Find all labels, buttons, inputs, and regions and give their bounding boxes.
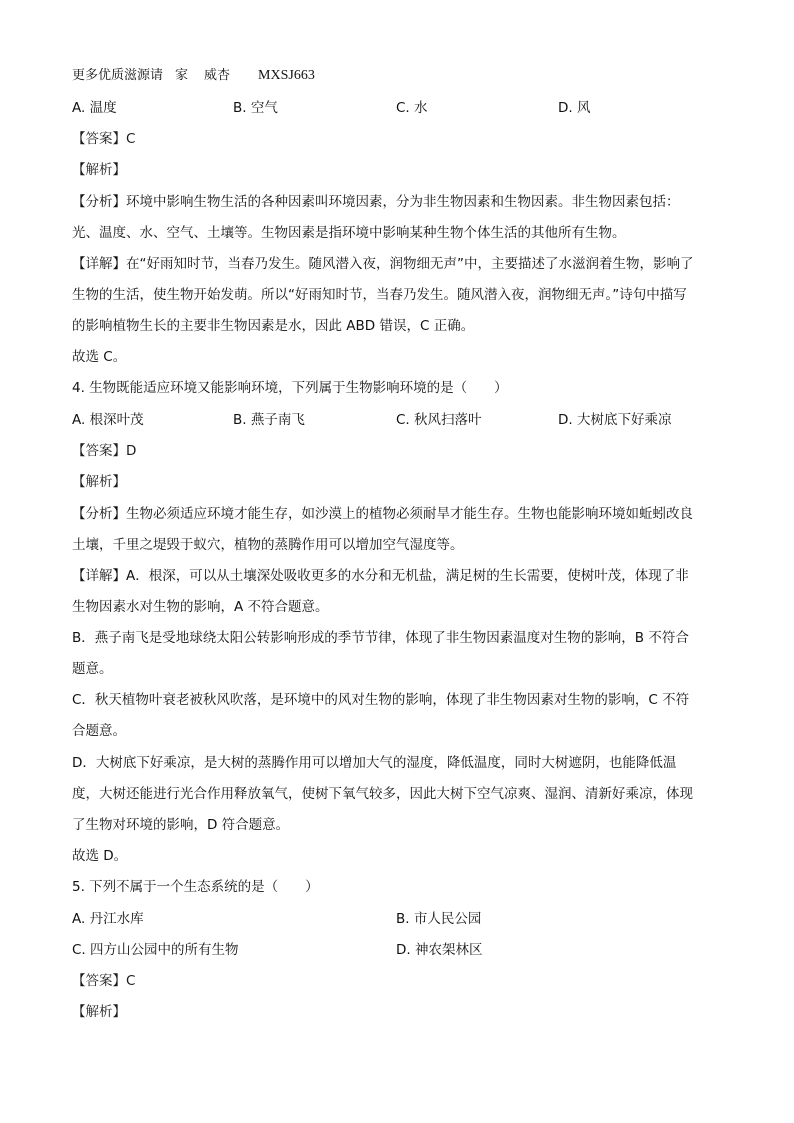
q4-stem: 4. 生物既能适应环境又能影响环境，下列属于生物影响环境的是（ ） [72,380,508,396]
q4-conclusion: 故选 D。 [72,848,128,864]
q4-xiangjie-line: 生物因素水对生物的影响，A 不符合题意。 [72,599,329,615]
q3-option-a: A. 温度 [72,100,117,116]
q5-answer: 【答案】C [72,973,136,989]
q4-option-b: B. 燕子南飞 [233,412,305,428]
header-text-a: 更多优质滋源请 [72,68,164,83]
header-text-b: 家 [175,68,189,83]
q4-xiangjie-line: 度，大树还能进行光合作用释放氧气，使树下氧气较多，因此大树下空气凉爽、湿润、清新好乘凉，体现 [72,786,693,802]
q5-option-c: C. 四方山公园中的所有生物 [72,942,239,958]
header-code: MXSJ663 [258,68,315,83]
q3-fenxi-line: 【分析】环境中影响生物生活的各种因素叫环境因素，分为非生物因素和生物因素。非生物因素包括： [72,194,680,210]
q3-option-d: D. 风 [558,100,591,116]
q5-option-d: D. 神农架林区 [396,942,483,958]
q5-option-a: A. 丹江水库 [72,911,144,927]
q3-xiangjie-line: 的影响植物生长的主要非生物因素是水，因此 ABD 错误，C 正确。 [72,318,475,334]
q4-xiangjie-line: 【详解】A．根深，可以从土壤深处吸收更多的水分和无机盐，满足树的生长需要，使树叶茂，体现了非 [72,568,689,584]
q3-fenxi-line: 光、温度、水、空气、土壤等。生物因素是指环境中影响某种生物个体生活的其他所有生物。 [72,225,626,241]
q4-option-a: A. 根深叶茂 [72,412,144,428]
q3-analysis-tag: 【解析】 [72,162,126,178]
q4-xiangjie-line: D．大树底下好乘凉，是大树的蒸腾作用可以增加大气的湿度，降低温度，同时大树遮阴，也能降低温 [72,755,677,771]
q3-xiangjie-line: 【详解】在“好雨知时节，当春乃发生。随风潜入夜，润物细无声”中，主要描述了水滋润着生物，影响了 [72,256,694,272]
q4-analysis-tag: 【解析】 [72,474,126,490]
q4-fenxi-line: 【分析】生物必须适应环境才能生存，如沙漠上的植物必须耐旱才能生存。生物也能影响环境如蚯蚓改良 [72,506,693,522]
q3-conclusion: 故选 C。 [72,349,127,365]
q3-option-c: C. 水 [396,100,428,116]
q4-xiangjie-line: B．燕子南飞是受地球绕太阳公转影响形成的季节节律，体现了非生物因素温度对生物的影响，B 不符合 [72,630,689,646]
q4-xiangjie-line: C．秋天植物叶衰老被秋风吹落，是环境中的风对生物的影响，体现了非生物因素对生物的影响，C 不符 [72,692,690,708]
q4-fenxi-line: 土壤，千里之堤毁于蚁穴，植物的蒸腾作用可以增加空气湿度等。 [72,537,464,553]
header-text-c: 威杏 [204,68,231,83]
q4-xiangjie-line: 了生物对环境的影响，D 符合题意。 [72,817,290,833]
q3-xiangjie-line: 生物的生活，使生物开始发萌。所以“好雨知时节，当春乃发生。随风潜入夜，润物细无声。”诗句中描写 [72,287,687,303]
q4-answer: 【答案】D [72,443,137,459]
q4-option-c: C. 秋风扫落叶 [396,412,482,428]
q4-option-d: D. 大树底下好乘凉 [558,412,672,428]
q3-option-b: B. 空气 [233,100,278,116]
q3-answer: 【答案】C [72,131,136,147]
q4-xiangjie-line: 题意。 [72,661,113,677]
q5-analysis-tag: 【解析】 [72,1004,126,1020]
q5-stem: 5. 下列不属于一个生态系统的是（ ） [72,879,319,895]
q4-xiangjie-line: 合题意。 [72,723,126,739]
q5-option-b: B. 市人民公园 [396,911,482,927]
header-watermark [72,66,315,86]
